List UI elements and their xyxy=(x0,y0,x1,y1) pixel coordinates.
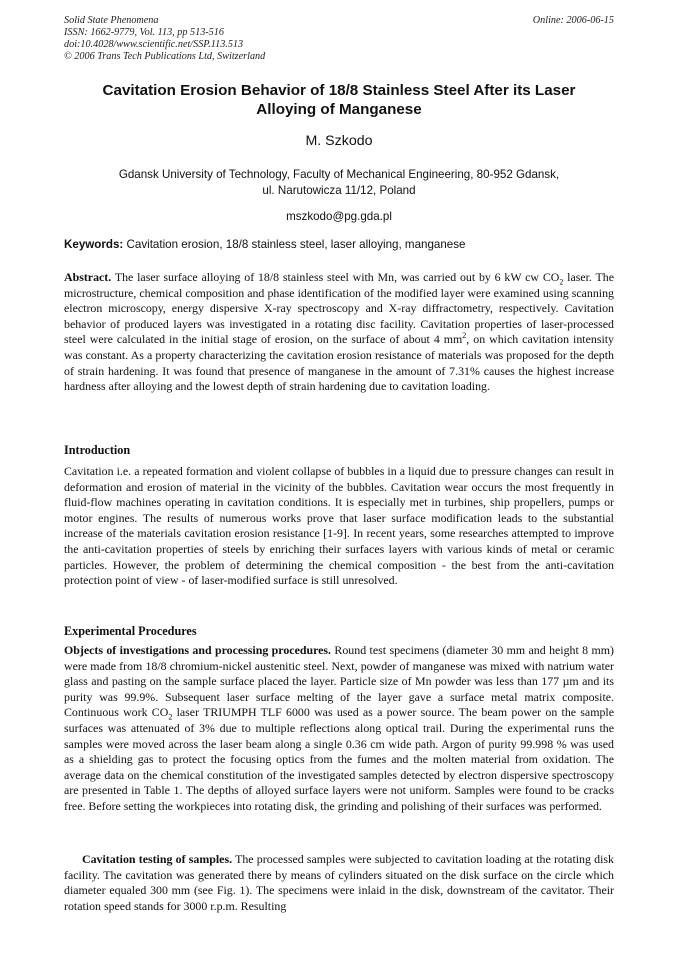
objects-subscript: 2 xyxy=(168,712,173,722)
abstract-label: Abstract. xyxy=(64,270,112,284)
affiliation-line-2: ul. Narutowicza 11/12, Poland xyxy=(262,183,416,197)
online-date: Online: 2006-06-15 xyxy=(532,15,614,26)
cavitation-testing-text: The processed samples were subjected to cavitation loading at the rotating disk facility. The cavitation was generated there by means of cylinders situated on the disk surface on the circle which diameter equaled 300 mm (see Fig. 1). The specimens were inlaid in the disk, downstream of the cavitator. Their rotation speed stands for 3000 r.p.m. Resulting xyxy=(64,852,614,913)
author-email[interactable]: mszkodo@pg.gda.pl xyxy=(286,210,392,223)
journal-header xyxy=(64,15,265,63)
experimental-paragraph-1 xyxy=(64,643,614,815)
affiliation-line-1: Gdansk University of Technology, Faculty of Mechanical Engineering, 80-952 Gdansk, xyxy=(118,168,560,181)
abstract-text-1: The laser surface alloying of 18/8 stainless steel with Mn, was carried out by 6 kW cw CO xyxy=(114,270,560,284)
abstract-text-3: , on which cavitation intensity was constant. As a property characterizing the cavitation erosion resistance of materials was proposed for the depth of strain hardening. It was found that presence of manganese in the amount of 7.31% causes the highest increase hardness after alloying and the lowest depth of strain hardening due to cavitation loading. xyxy=(64,332,615,394)
abstract-text-2: laser. The microstructure, chemical composition and phase identification of the modified layer were examined using scanning electron microscopy, energy dispersive X-ray spectroscopy and X-ray diffractometry, respectively. Cavitation behavior of produced layers was investigated in a rotating disc facility. Cavitation properties of laser-processed steel were calculated in the initial stage of erosion, on the surface of about 4 mm xyxy=(64,270,614,347)
abstract-paragraph xyxy=(64,270,614,395)
introduction-paragraph: Cavitation i.e. a repeated formation and violent collapse of bubbles in a liquid due to pressure changes can result in deformation and erosion of material in the vicinity of the bubbles. Cavitation wear occurs the most frequently in fluid-flow machines operating in cavitation conditions. It is especially met in turbines, ship propellers, pumps or motor engines. The results of numerous works prove that laser surface modification leads to the substantial increase of the materials cavitation erosion resistance [1-9]. In recent years, some researches attempted to improve the anti-cavitation properties of steels by enriching their surfaces layers with various kinds of metal or ceramic particles. However, the problem of determining the chemical composition - the best from the anti-cavitation protection point of view - of laser-modified surface is still unresolved. xyxy=(64,464,614,588)
keywords xyxy=(64,238,616,251)
cavitation-testing-label: Cavitation testing of samples. xyxy=(82,852,233,866)
abstract-superscript: 2 xyxy=(462,331,467,341)
author-name: M. Szkodo xyxy=(305,133,373,149)
objects-label: Objects of investigations and processing procedures. xyxy=(64,643,332,657)
title-line-2: Alloying of Manganese xyxy=(256,101,422,118)
issn-line: ISSN: 1662-9779, Vol. 113, pp 513-516 xyxy=(64,27,224,38)
experimental-heading: Experimental Procedures xyxy=(64,624,197,638)
abstract-subscript: 2 xyxy=(559,277,564,287)
title-line-1: Cavitation Erosion Behavior of 18/8 Stainless Steel After its Laser xyxy=(102,82,576,99)
copyright-line: © 2006 Trans Tech Publications Ltd, Switzerland xyxy=(64,51,266,62)
objects-text-2: laser TRIUMPH TLF 6000 was used as a power source. The beam power on the sample surfaces was attenuated of 3% due to multiple reflections along optical trail. During the experimental runs the samples were moved across the laser beam along a single 0.36 cm wide path. Argon of purity 99.998 % was used as a shielding gas to protect the focusing optics from the fumes and the molten material from oxidation. The average data on the chemical constitution of the investigated samples detected by electron dispersive spectroscopy are presented in Table 1. The depths of alloyed surface layers were not uniform. Samples were found to be cracks free. Before setting the workpieces into rotating disk, the grinding and polishing of their surfaces was performed. xyxy=(64,705,614,813)
objects-text-1: Round test specimens (diameter 30 mm and height 8 mm) were made from 18/8 chromium-nickel austenitic steel. Next, powder of manganese was mixed with natrium water glass and pasting on the sample surface placed the layer. Particle size of Mn powder was less than 177 µm and its purity was 99.9%. Subsequent laser surface melting of the layer gave a surface metal matrix composite. Continuous work CO xyxy=(64,643,614,720)
paper-title xyxy=(64,81,614,119)
keywords-label: Keywords: xyxy=(64,238,124,251)
journal-name: Solid State Phenomena xyxy=(64,15,159,26)
affiliation xyxy=(64,167,614,198)
experimental-paragraph-2 xyxy=(64,852,614,914)
keywords-text: Cavitation erosion, 18/8 stainless steel, laser alloying, manganese xyxy=(126,238,466,251)
doi-line: doi:10.4028/www.scientific.net/SSP.113.513 xyxy=(64,39,244,50)
introduction-heading: Introduction xyxy=(64,443,131,457)
